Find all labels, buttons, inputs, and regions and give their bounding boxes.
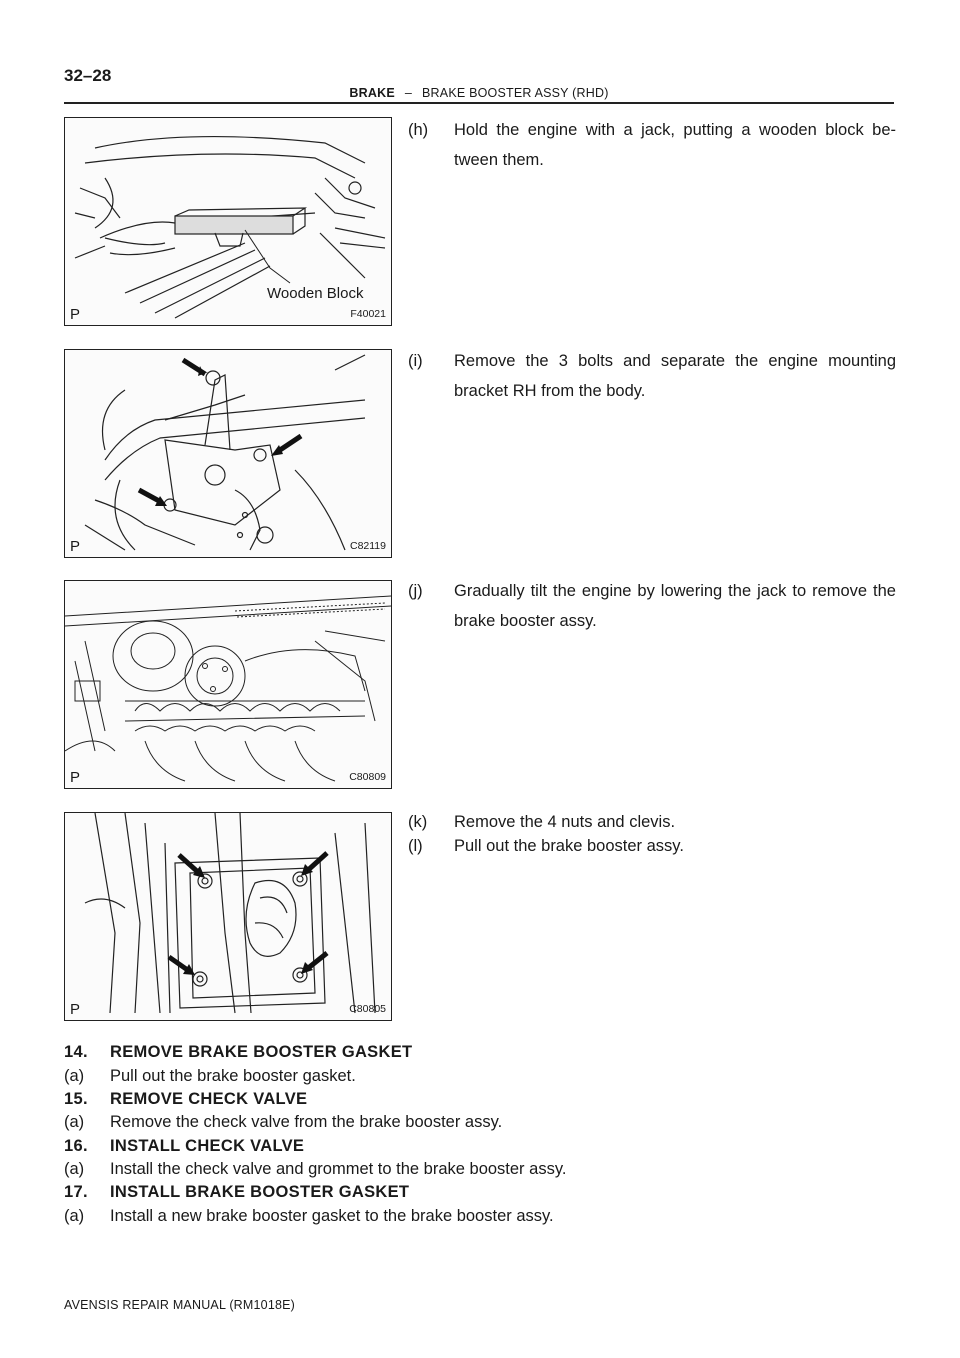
figure-label-wooden-block: Wooden Block: [267, 285, 364, 302]
step-text: Gradually tilt the engine by lowering the jack to remove the brake booster assy.: [454, 582, 896, 630]
figure-p-mark: P: [70, 538, 81, 555]
running-header: [64, 86, 894, 100]
step-letter: (j): [408, 582, 423, 600]
substep-text: Remove the check valve from the brake booster assy.: [110, 1113, 503, 1131]
arrow-icon: [65, 813, 391, 1020]
section-number: 15.: [64, 1090, 88, 1108]
step-letter: (i): [408, 352, 423, 370]
header-subsection: BRAKE BOOSTER ASSY (RHD): [422, 86, 609, 100]
step-letter: (l): [408, 837, 423, 855]
figure-code: C80805: [349, 1003, 386, 1015]
figure-p-mark: P: [70, 306, 81, 323]
step-text: Pull out the brake booster assy.: [454, 837, 684, 855]
figure-booster-nuts: [64, 812, 392, 1021]
illustration-engine-bay: [65, 581, 391, 788]
step-letter: (k): [408, 813, 428, 831]
page-number: 32–28: [64, 66, 112, 85]
figure-engine-bay: [64, 580, 392, 789]
header-rule: [64, 102, 894, 104]
figure-mounting-bracket: [64, 349, 392, 558]
substep-letter: (a): [64, 1160, 85, 1178]
section-title: INSTALL BRAKE BOOSTER GASKET: [110, 1183, 410, 1201]
step-letter: (h): [408, 121, 429, 139]
figure-code: C80809: [349, 771, 386, 783]
section-number: 16.: [64, 1137, 88, 1155]
step-text: Remove the 4 nuts and clevis.: [454, 813, 676, 831]
step-j: [408, 576, 896, 636]
step-i: [408, 346, 896, 406]
section-title: REMOVE CHECK VALVE: [110, 1090, 308, 1108]
figure-p-mark: P: [70, 769, 81, 786]
header-separator: –: [404, 86, 413, 100]
arrow-icon: [65, 350, 391, 557]
figure-wooden-block: [64, 117, 392, 326]
section-15-heading: [64, 1087, 307, 1111]
section-16-heading: [64, 1134, 304, 1158]
header-section: BRAKE: [349, 86, 395, 100]
step-text: Remove the 3 bolts and separate the engine mounting bracket RH from the body.: [454, 352, 896, 400]
substep-text: Install a new brake booster gasket to the brake booster assy.: [110, 1207, 554, 1225]
section-14-substep: [64, 1064, 356, 1088]
section-number: 17.: [64, 1183, 88, 1201]
substep-letter: (a): [64, 1067, 85, 1085]
section-17-heading: [64, 1180, 409, 1204]
substep-text: Pull out the brake booster gasket.: [110, 1067, 356, 1085]
step-l: [408, 831, 896, 861]
step-h: [408, 115, 896, 175]
substep-letter: (a): [64, 1207, 85, 1225]
section-title: REMOVE BRAKE BOOSTER GASKET: [110, 1043, 413, 1061]
section-14-heading: [64, 1040, 412, 1064]
figure-code: F40021: [350, 308, 386, 320]
step-text: Hold the engine with a jack, putting a wooden block be- tween them.: [454, 121, 896, 169]
section-15-substep: [64, 1110, 502, 1134]
substep-text: Install the check valve and grommet to the brake booster assy.: [110, 1160, 567, 1178]
section-17-substep: [64, 1204, 554, 1228]
footer-manual-title: AVENSIS REPAIR MANUAL (RM1018E): [64, 1298, 296, 1312]
section-number: 14.: [64, 1043, 88, 1061]
figure-code: C82119: [349, 540, 386, 552]
section-title: INSTALL CHECK VALVE: [110, 1137, 305, 1155]
substep-letter: (a): [64, 1113, 85, 1131]
figure-p-mark: P: [70, 1001, 81, 1018]
section-16-substep: [64, 1157, 566, 1181]
